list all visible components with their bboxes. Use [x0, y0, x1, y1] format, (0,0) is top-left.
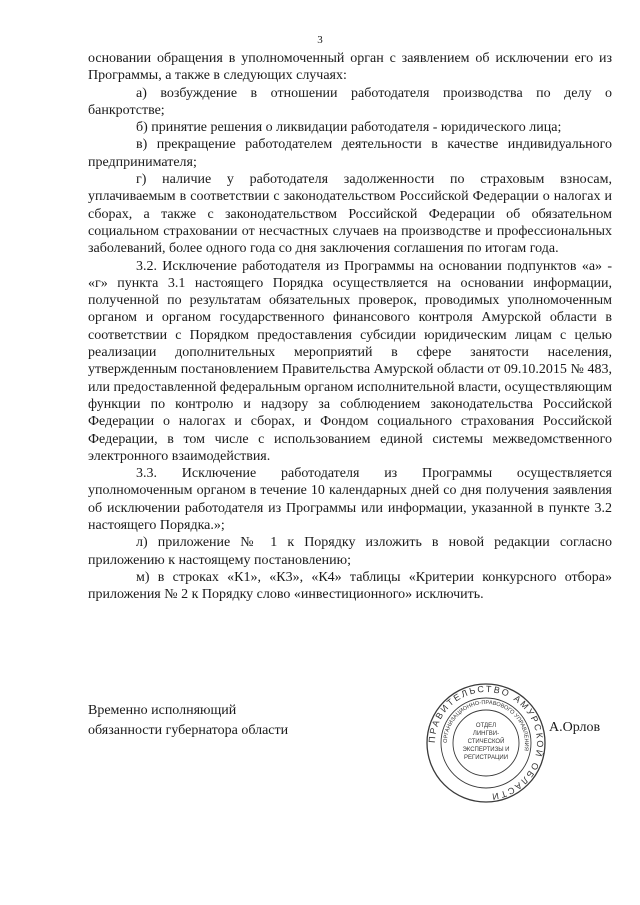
signatory-title-line-1: Временно исполняющий: [88, 703, 237, 718]
list-item-v: в) прекращение работодателем деятельности в качестве индивидуального предпринимателя;: [88, 137, 612, 170]
official-stamp: [425, 682, 547, 804]
signatory-title: [88, 701, 288, 741]
signatory-title-line-2: обязанности губернатора области: [88, 723, 289, 738]
signatory-name: А.Орлов: [549, 720, 601, 735]
stamp-center-line-4: ЭКСПЕРТИЗЫ И: [462, 747, 510, 753]
paragraph-continuation: основании обращения в уполномоченный орган с заявлением об исключении его из Программы, а также в следующих случаях:: [88, 51, 612, 84]
stamp-outer-text: ПРАВИТЕЛЬСТВО АМУРСКОЙ ОБЛАСТИ: [426, 683, 546, 802]
list-item-a: а) возбуждение в отношении работодателя производства по делу о банкротстве;: [88, 85, 612, 118]
list-item-b: б) принятие решения о ликвидации работодателя - юридического лица;: [136, 120, 562, 136]
stamp-inner-text: ОРГАНИЗАЦИОННО-ПРАВОВОГО УПРАВЛЕНИЯ: [442, 699, 530, 752]
stamp-center-line-2: ЛИНГВИ-: [472, 731, 500, 737]
paragraph-3-3: 3.3. Исключение работодателя из Программы осуществляется уполномоченным органом в течение 10 календарных дней со дня получения заявления об исключении работодателя из Программы или информации, указанной в пункте 3.2 настоящего Порядка.»;: [88, 466, 612, 534]
stamp-center-line-3: СТИЧЕСКОЙ: [467, 739, 505, 745]
document-body: [88, 50, 612, 604]
stamp-center-line-1: ОТДЕЛ: [475, 723, 497, 729]
paragraph-3-2: 3.2. Исключение работодателя из Программы на основании подпунктов «а» - «г» пункта 3.1 настоящего Порядка осуществляется на основании информации, полученной по результатам обязательных проверок, проводимых уполномоченным органом и органом государственного финансового контроля Амурской области в соответствии с Порядком предоставления субсидии юридическим лицам с целью реализации дополнительных мероприятий в сфере занятости населения, утвержденным постановлением Правительства Амурской области от 09.10.2015 № 483, или предоставленной федеральным органом исполнительной власти, осуществляющим функции по контролю и надзору за соблюдением законодательства Российской Федерации о налогах и сборах, и Фондом социального страхования Российской Федерации, в том числе с использованием единой системы межведомственного электронного взаимодействия.: [88, 258, 612, 464]
page-number: 3: [317, 34, 323, 46]
stamp-center-line-5: РЕГИСТРАЦИИ: [463, 755, 509, 761]
list-item-g: г) наличие у работодателя задолженности по страховым взносам, уплачиваемым в соответствии с законодательством Российской Федерации о налогах и сборах, а также с законодательством Российской Федерации об обязательном социальном страховании от несчастных случаев на производстве и профессиональных заболеваний, более одного года со дня заключения соглашения по итогам года.: [88, 172, 612, 257]
list-item-l: л) приложение № 1 к Порядку изложить в новой редакции согласно приложению к настоящему постановлению;: [88, 535, 612, 568]
list-item-m: м) в строках «К1», «К3», «К4» таблицы «Критерии конкурсного отбора» приложения № 2 к Порядку слово «инвестиционного» исключить.: [88, 569, 612, 603]
